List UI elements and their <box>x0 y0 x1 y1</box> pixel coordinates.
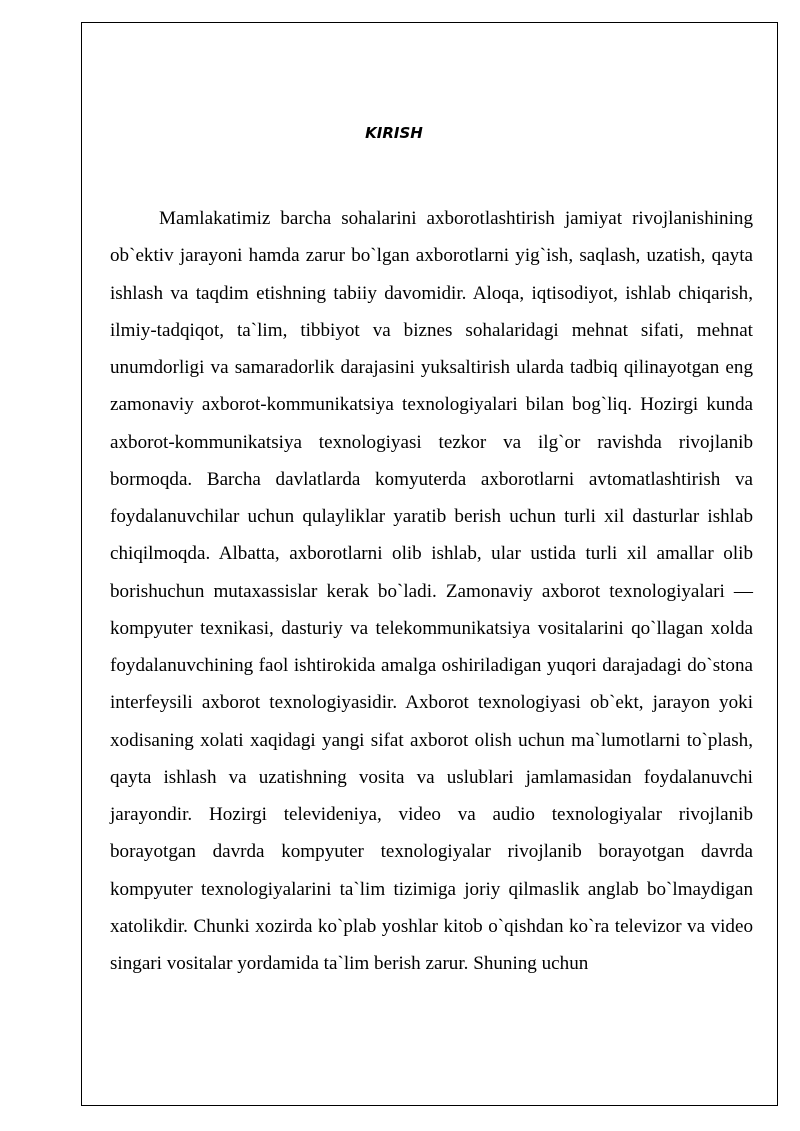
page-heading <box>0 124 800 142</box>
heading-text: KIRISH <box>365 124 423 142</box>
body-paragraph: Mamlakatimiz barcha sohalarini axborotlashtirish jamiyat rivojlanishining ob`ektiv jarayoni hamda zarur bo`lgan axborotlarni yig`ish, saqlash, uzatish, qayta ishlash va taqdim etishning tabiiy davomidir. Aloqa, iqtisodiyot, ishlab chiqarish, ilmiy-tadqiqot, ta`lim, tibbiyot va biznes sohalaridagi mehnat sifati, mehnat unumdorligi va samaradorlik darajasini yuksaltirish ularda tadbiq qilinayotgan eng zamonaviy axborot-kommunikatsiya texnologiyalari bilan bog`liq. Hozirgi kunda axborot-kommunikatsiya texnologiyasi tezkor va ilg`or ravishda rivojlanib bormoqda. Barcha davlatlarda komyuterda axborotlarni avtomatlashtirish va foydalanuvchilar uchun qulayliklar yaratib berish uchun turli xil dasturlar ishlab chiqilmoqda. Albatta, axborotlarni olib ishlab, ular ustida turli xil amallar olib borishuchun mutaxassislar kerak bo`ladi. Zamonaviy axborot texnologiyalari — kompyuter texnikasi, dasturiy va telekommunikatsiya vositalarini qo`llagan xolda foydalanuvchining faol ishtirokida amalga oshiriladigan yuqori darajadagi do`stona interfeysili axborot texnologiyasidir. Axborot texnologiyasi ob`ekt, jarayon yoki xodisaning xolati xaqidagi yangi sifat axborot olish uchun ma`lumotlarni to`plash, qayta ishlash va uzatishning vosita va uslublari jamlamasidan foydalanuvchi jarayondir. Hozirgi televideniya, video va audio texnologiyalar rivojlanib borayotgan davrda kompyuter texnologiyalar rivojlanib borayotgan davrda kompyuter texnologiyalarini ta`lim tizimiga joriy qilmaslik anglab bo`lmaydigan xatolikdir. Chunki xozirda ko`plab yoshlar kitob o`qishdan ko`ra televizor va video singari vositalar yordamida ta`lim berish zarur. Shuning uchun <box>110 208 753 974</box>
